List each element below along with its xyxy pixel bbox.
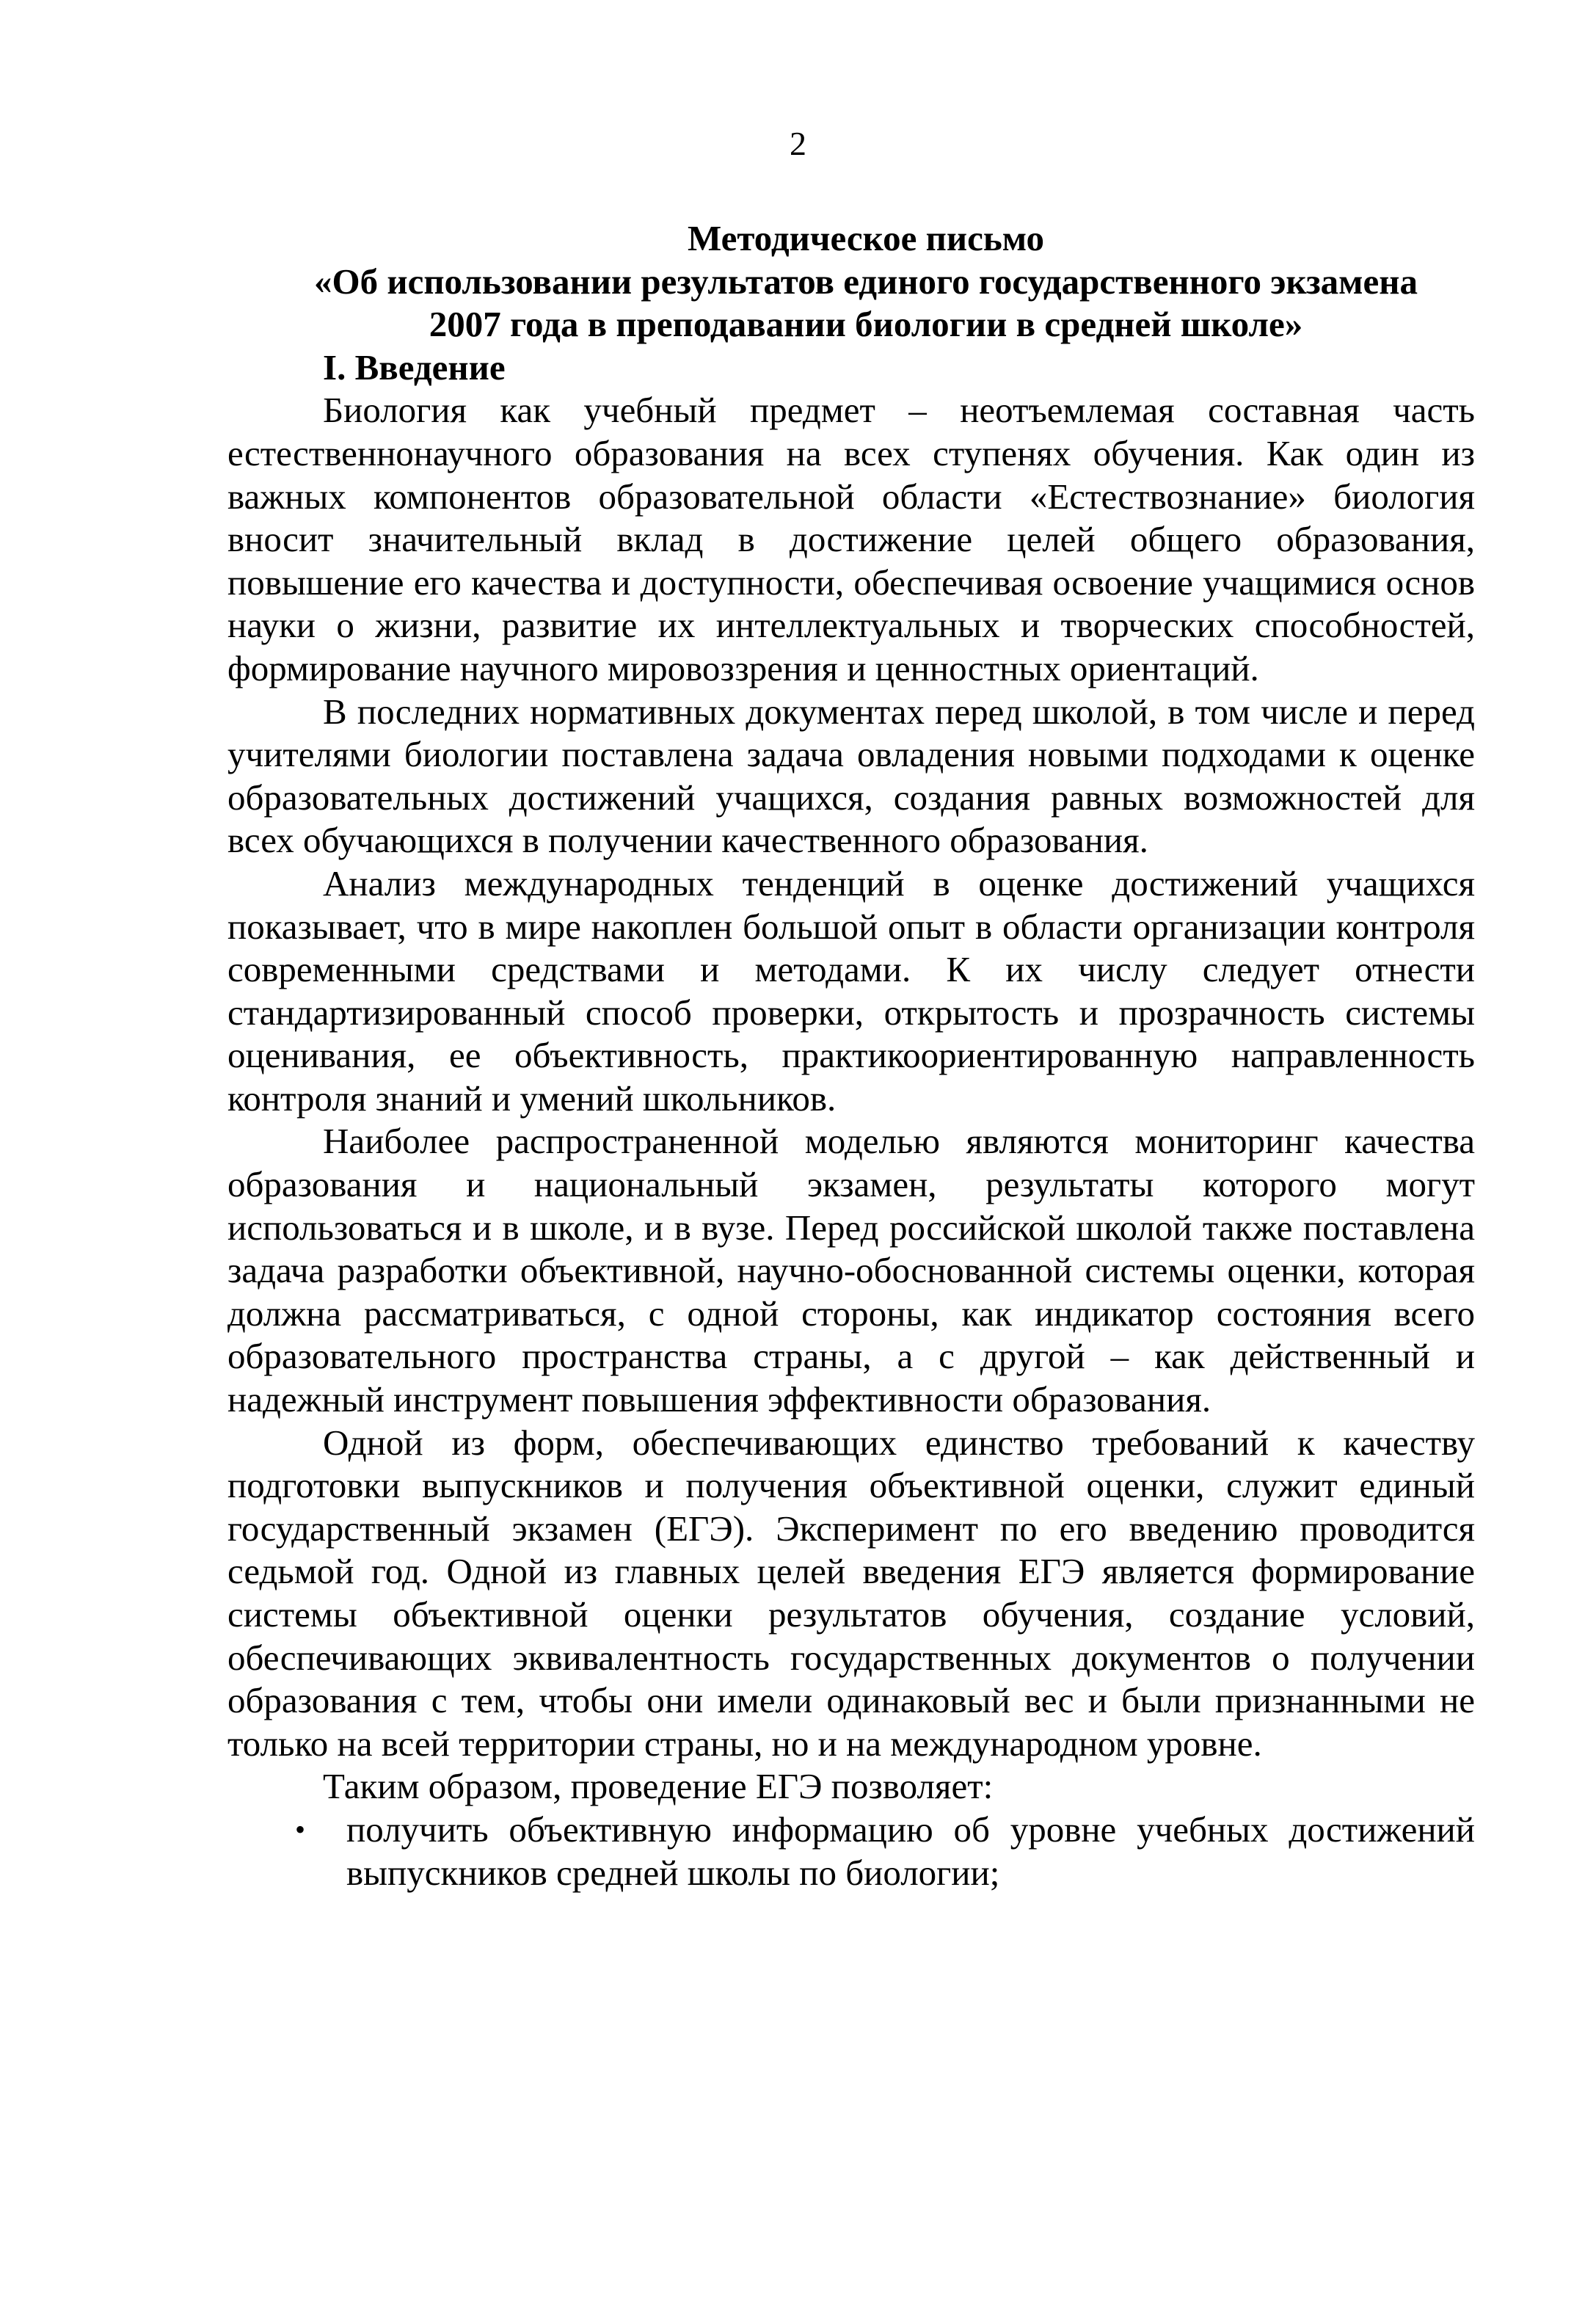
document-body bbox=[227, 217, 1475, 1894]
paragraph-3: Анализ международных тенденций в оценке достижений учащихся показывает, что в мире накоплен большой опыт в области организации контроля современными средствами и методами. К их числу следует отнести стандартизированный способ проверки, открытость и прозрачность системы оценивания, ее объективность, практикоориентированную направленность контроля знаний и умений школьников. bbox=[227, 862, 1475, 1119]
page-number: 2 bbox=[790, 125, 806, 162]
paragraph-2: В последних нормативных документах перед школой, в том числе и перед учителями биологии поставлена задача овладения новыми подходами к оценке образовательных достижений учащихся, создания равных возможностей для всех обучающихся в получении качественного образования. bbox=[227, 691, 1475, 861]
bullet-icon: • bbox=[295, 1812, 306, 1846]
paragraph-5: Одной из форм, обеспечивающих единство требований к качеству подготовки выпускников и получения объективной оценки, служит единый государственный экзамен (ЕГЭ). Эксперимент по его введению проводится седьмой год. Одной из главных целей введения ЕГЭ является формирование системы объективной оценки результатов обучения, создание условий, обеспечивающих эквивалентность государственных документов о получении образования с тем, чтобы они имели одинаковый вес и были признанными не только на всей территории страны, но и на международном уровне. bbox=[227, 1422, 1475, 1764]
title-line-3: 2007 года в преподавании биологии в средней школе» bbox=[429, 304, 1303, 345]
list-item bbox=[295, 1808, 1475, 1894]
document-title bbox=[227, 217, 1475, 346]
section-heading: I. Введение bbox=[323, 346, 506, 388]
list-item-text: получить объективную информацию об уровне учебных достижений выпускников средней школы по биологии; bbox=[346, 1808, 1475, 1893]
title-line-2: «Об использовании результатов единого государственного экзамена bbox=[313, 261, 1418, 302]
list-lead: Таким образом, проведение ЕГЭ позволяет: bbox=[323, 1766, 994, 1807]
title-line-1: Методическое письмо bbox=[687, 218, 1045, 258]
bullet-list bbox=[227, 1808, 1475, 1894]
paragraph-1: Биология как учебный предмет – неотъемлемая составная часть естественнонаучного образования на всех ступенях обучения. Как один из важных компонентов образовательной области «Естествознание» биология вносит значительный вклад в достижение целей общего образования, повышение его качества и доступности, обеспечивая освоение учащимися основ науки о жизни, развитие их интеллектуальных и творческих способностей, формирование научного мировоззрения и ценностных ориентаций. bbox=[227, 390, 1475, 688]
paragraph-4: Наиболее распространенной моделью являются мониторинг качества образования и национальный экзамен, результаты которого могут использоваться и в школе, и в вузе. Перед российской школой также поставлена задача разработки объективной, научно-обоснованной системы оценки, которая должна рассматриваться, с одной стороны, как индикатор состояния всего образовательного пространства страны, а с другой – как действенный и надежный инструмент повышения эффективности образования. bbox=[227, 1121, 1475, 1420]
